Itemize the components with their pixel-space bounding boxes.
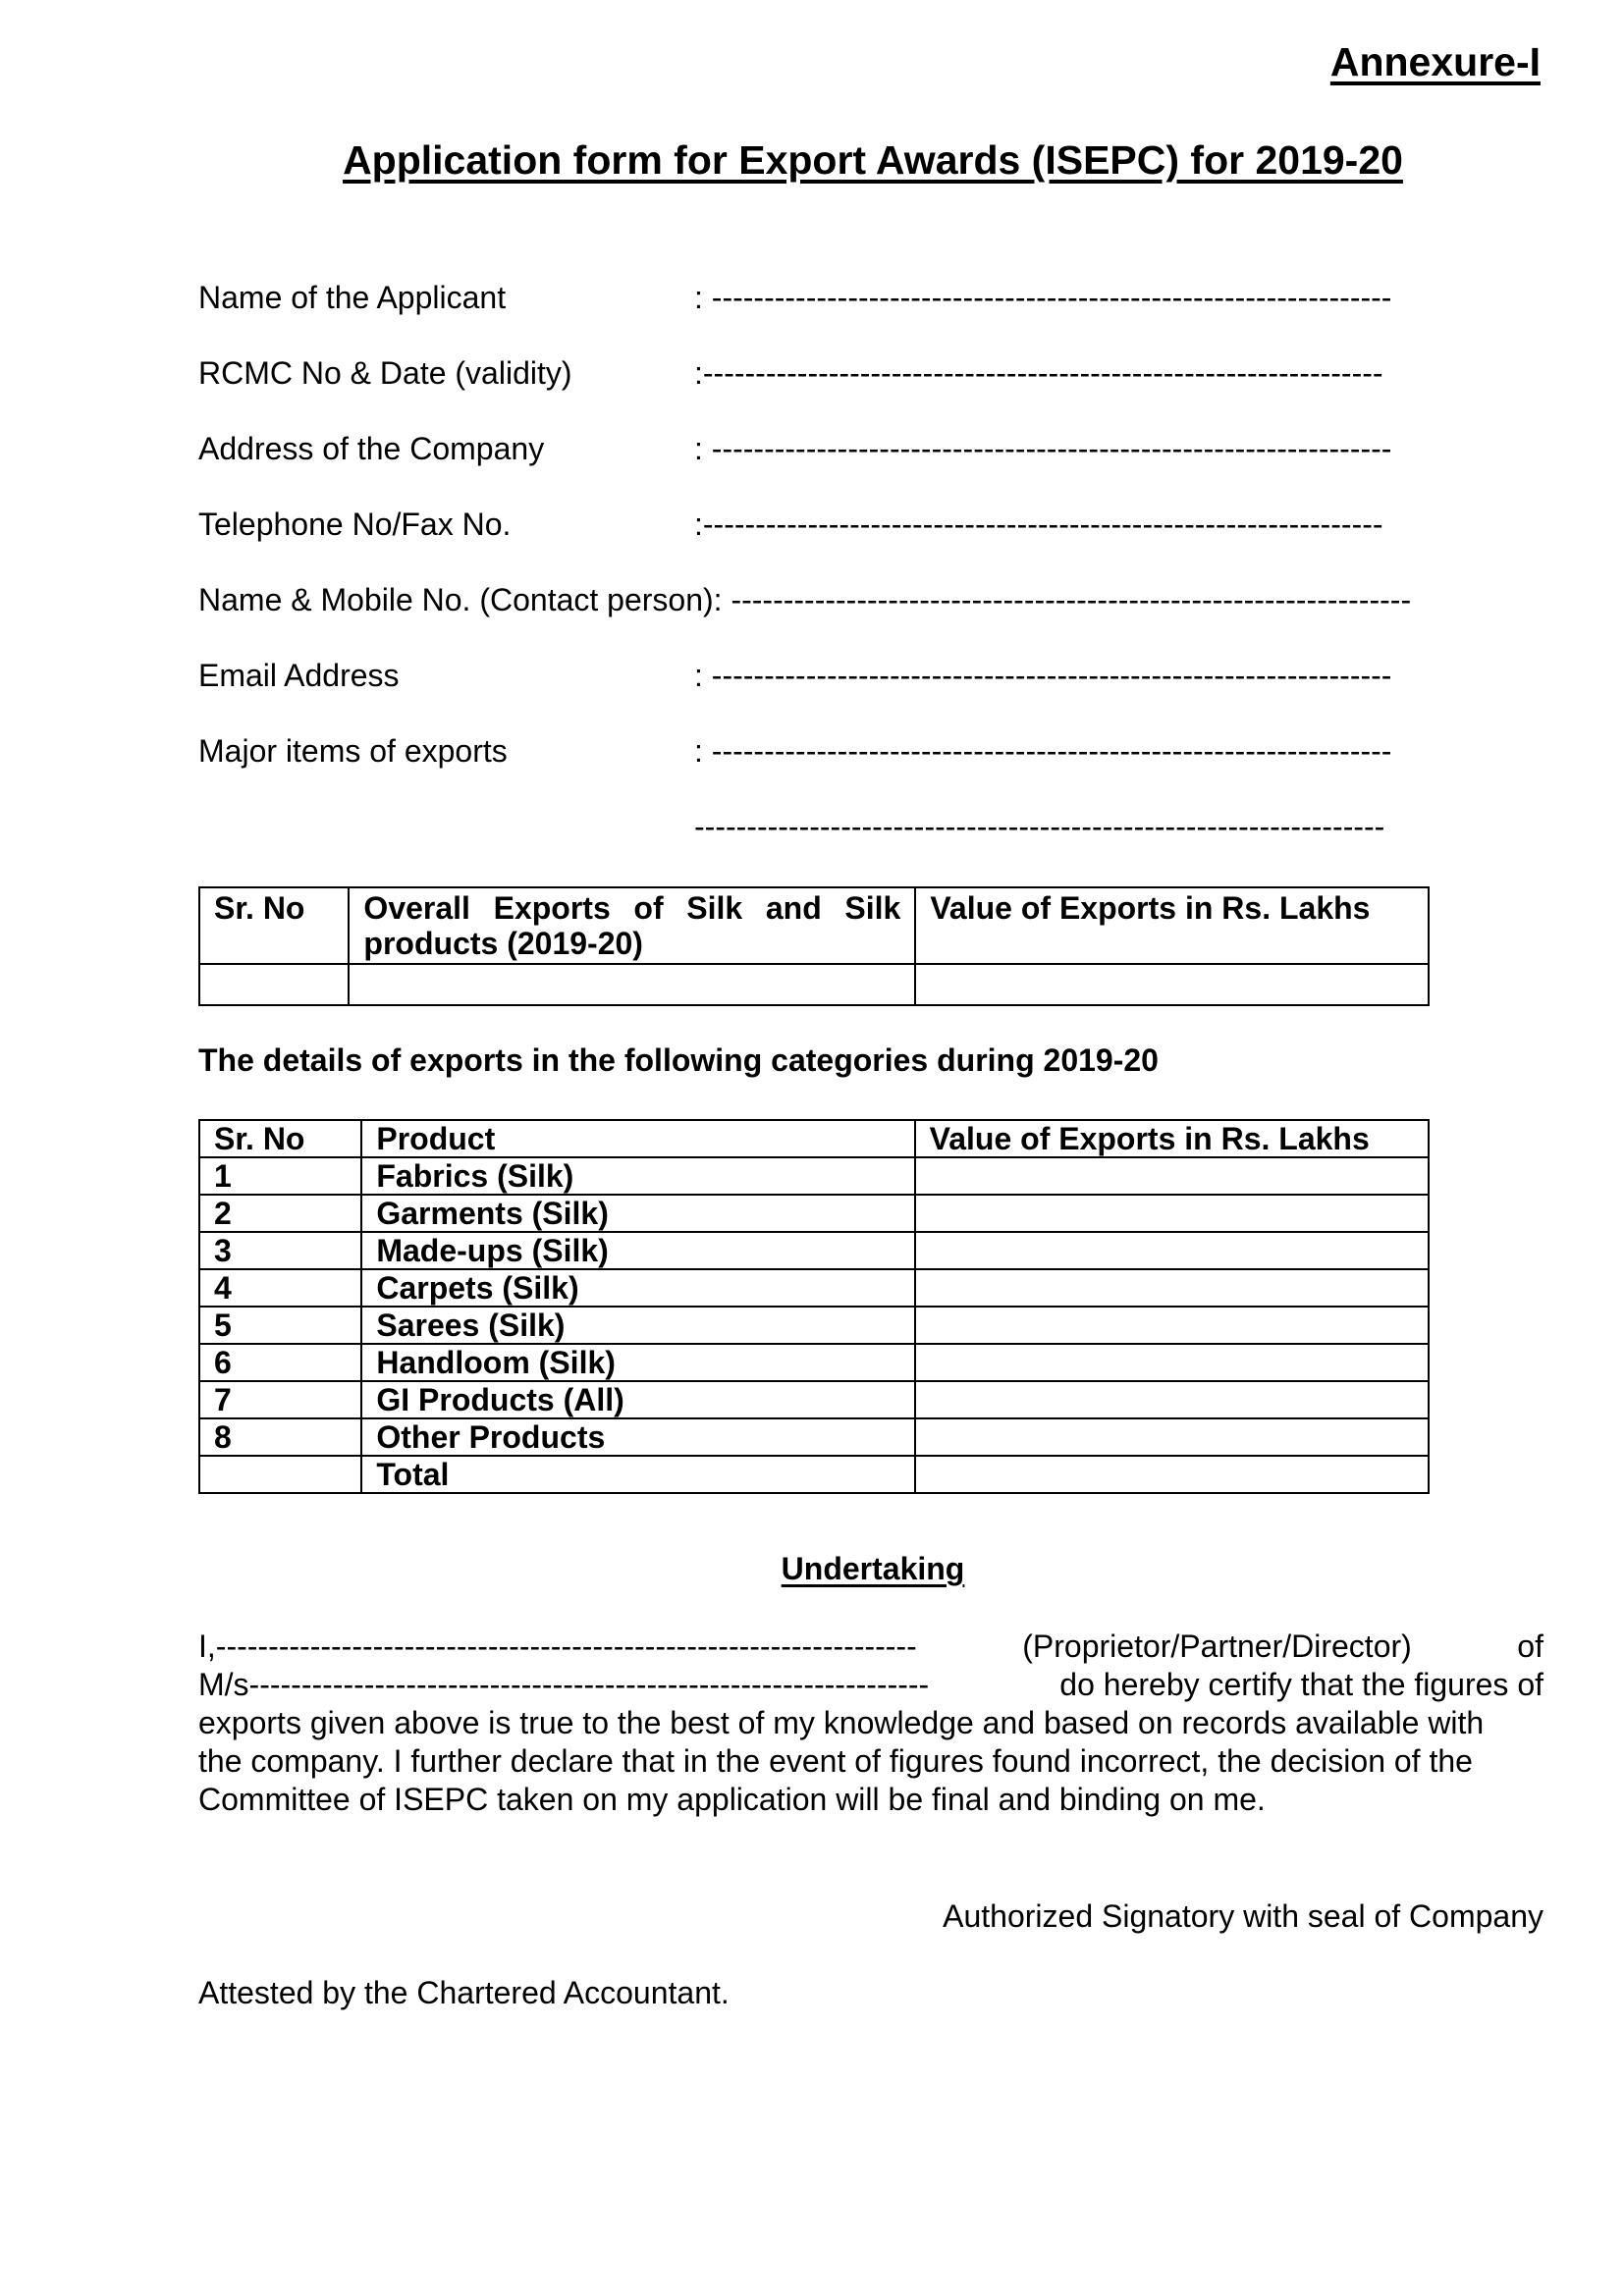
field-label: Name & Mobile No. (Contact person): ----------------------------------------------------------------- <box>198 582 1412 617</box>
cell-value <box>915 1418 1429 1456</box>
field-label: RCMC No & Date (validity) <box>198 355 572 391</box>
cell-sr-no: 3 <box>199 1232 361 1269</box>
field-applicant-name <box>198 280 1392 316</box>
cell-product: Carpets (Silk) <box>361 1269 914 1307</box>
cell-product: Other Products <box>361 1418 914 1456</box>
field-telephone <box>198 507 1383 543</box>
field-label: Email Address <box>198 658 400 693</box>
field-blank-continuation: ------------------------------------------------------------------ <box>694 809 1385 844</box>
undertaking-role: (Proprietor/Partner/Director) <box>1022 1629 1412 1664</box>
cell-sr-no: 4 <box>199 1269 361 1307</box>
table-row <box>199 1344 1429 1381</box>
cell-sr-no <box>199 964 349 1005</box>
table-header-row <box>199 887 1429 964</box>
cell-sr-no: 7 <box>199 1381 361 1418</box>
undertaking-line <box>198 1628 1543 1666</box>
table-row <box>199 1232 1429 1269</box>
field-major-exports <box>198 733 1392 770</box>
field-address <box>198 431 1392 467</box>
field-blank: : ----------------------------------------------------------------- <box>694 658 1392 693</box>
header-sr-no: Sr. No <box>199 1120 361 1157</box>
undertaking-text <box>198 1628 1543 1819</box>
cell-product: GI Products (All) <box>361 1381 914 1418</box>
cell-value <box>915 1344 1429 1381</box>
annexure-label: Annexure-I <box>1329 39 1541 84</box>
cell-sr-no: 6 <box>199 1344 361 1381</box>
undertaking-name-blank: I,------------------------------------------------------------------- <box>198 1629 917 1664</box>
undertaking-line: Committee of ISEPC taken on my application will be final and binding on me. <box>198 1782 1266 1817</box>
field-label: Telephone No/Fax No. <box>198 507 512 542</box>
cell-sr-no: 8 <box>199 1418 361 1456</box>
undertaking-title: Undertaking <box>781 1551 965 1586</box>
cell-value <box>915 1381 1429 1418</box>
cell-value <box>915 1269 1429 1307</box>
cell-sr-no: 5 <box>199 1307 361 1344</box>
cell-value <box>915 1232 1429 1269</box>
field-email <box>198 658 1392 694</box>
header-overall-exports: Overall Exports of Silk and Silk products (2019-20) <box>349 887 915 964</box>
cell-value <box>915 1195 1429 1232</box>
undertaking-company-blank: M/s----------------------------------------------------------------- <box>198 1667 930 1702</box>
authorized-signatory: Authorized Signatory with seal of Company <box>943 1898 1543 1934</box>
cell-value <box>915 964 1429 1005</box>
cell-product: Fabrics (Silk) <box>361 1157 914 1195</box>
undertaking-line: the company. I further declare that in the event of figures found incorrect, the decision of the <box>198 1743 1473 1779</box>
field-blank: :----------------------------------------------------------------- <box>694 355 1383 391</box>
cell-product: Handloom (Silk) <box>361 1344 914 1381</box>
table-row <box>199 1269 1429 1307</box>
field-label: Name of the Applicant <box>198 280 507 315</box>
field-contact-person <box>198 582 1411 618</box>
undertaking-line <box>198 1666 1543 1704</box>
field-label: Major items of exports <box>198 733 508 769</box>
cell-product: Made-ups (Silk) <box>361 1232 914 1269</box>
field-blank: :----------------------------------------------------------------- <box>694 507 1383 542</box>
header-value: Value of Exports in Rs. Lakhs <box>915 887 1429 964</box>
field-label: Address of the Company <box>198 431 545 466</box>
cell-product: Sarees (Silk) <box>361 1307 914 1344</box>
table-total-row <box>199 1456 1429 1493</box>
table-row <box>199 1195 1429 1232</box>
details-heading: The details of exports in the following categories during 2019-20 <box>198 1042 1159 1078</box>
undertaking-of: of <box>1517 1629 1543 1664</box>
cell-value <box>915 1307 1429 1344</box>
table-row <box>199 1418 1429 1456</box>
table-row <box>199 1307 1429 1344</box>
header-sr-no: Sr. No <box>199 887 349 964</box>
form-title: Application form for Export Awards (ISEPC) for 2019-20 <box>343 137 1403 183</box>
header-value: Value of Exports in Rs. Lakhs <box>915 1120 1429 1157</box>
field-blank: : ----------------------------------------------------------------- <box>694 280 1392 315</box>
header-product: Product <box>361 1120 914 1157</box>
undertaking-certify: do hereby certify that the figures of <box>1059 1667 1543 1702</box>
overall-exports-table <box>198 886 1430 1006</box>
field-blank: : ----------------------------------------------------------------- <box>694 431 1392 466</box>
table-header-row <box>199 1120 1429 1157</box>
cell-sr-no <box>199 1456 361 1493</box>
cell-product: Garments (Silk) <box>361 1195 914 1232</box>
export-details-table <box>198 1119 1430 1494</box>
field-blank: : ----------------------------------------------------------------- <box>694 733 1392 769</box>
cell-product: Total <box>361 1456 914 1493</box>
field-rcmc <box>198 355 1383 392</box>
undertaking-line: exports given above is true to the best of my knowledge and based on records available with <box>198 1705 1485 1740</box>
table-row <box>199 1381 1429 1418</box>
cell-value <box>915 1456 1429 1493</box>
cell-sr-no: 2 <box>199 1195 361 1232</box>
cell-sr-no: 1 <box>199 1157 361 1195</box>
cell-overall-exports <box>349 964 915 1005</box>
cell-value <box>915 1157 1429 1195</box>
table-row <box>199 1157 1429 1195</box>
table-row <box>199 964 1429 1005</box>
attested-note: Attested by the Chartered Accountant. <box>198 1975 730 2010</box>
